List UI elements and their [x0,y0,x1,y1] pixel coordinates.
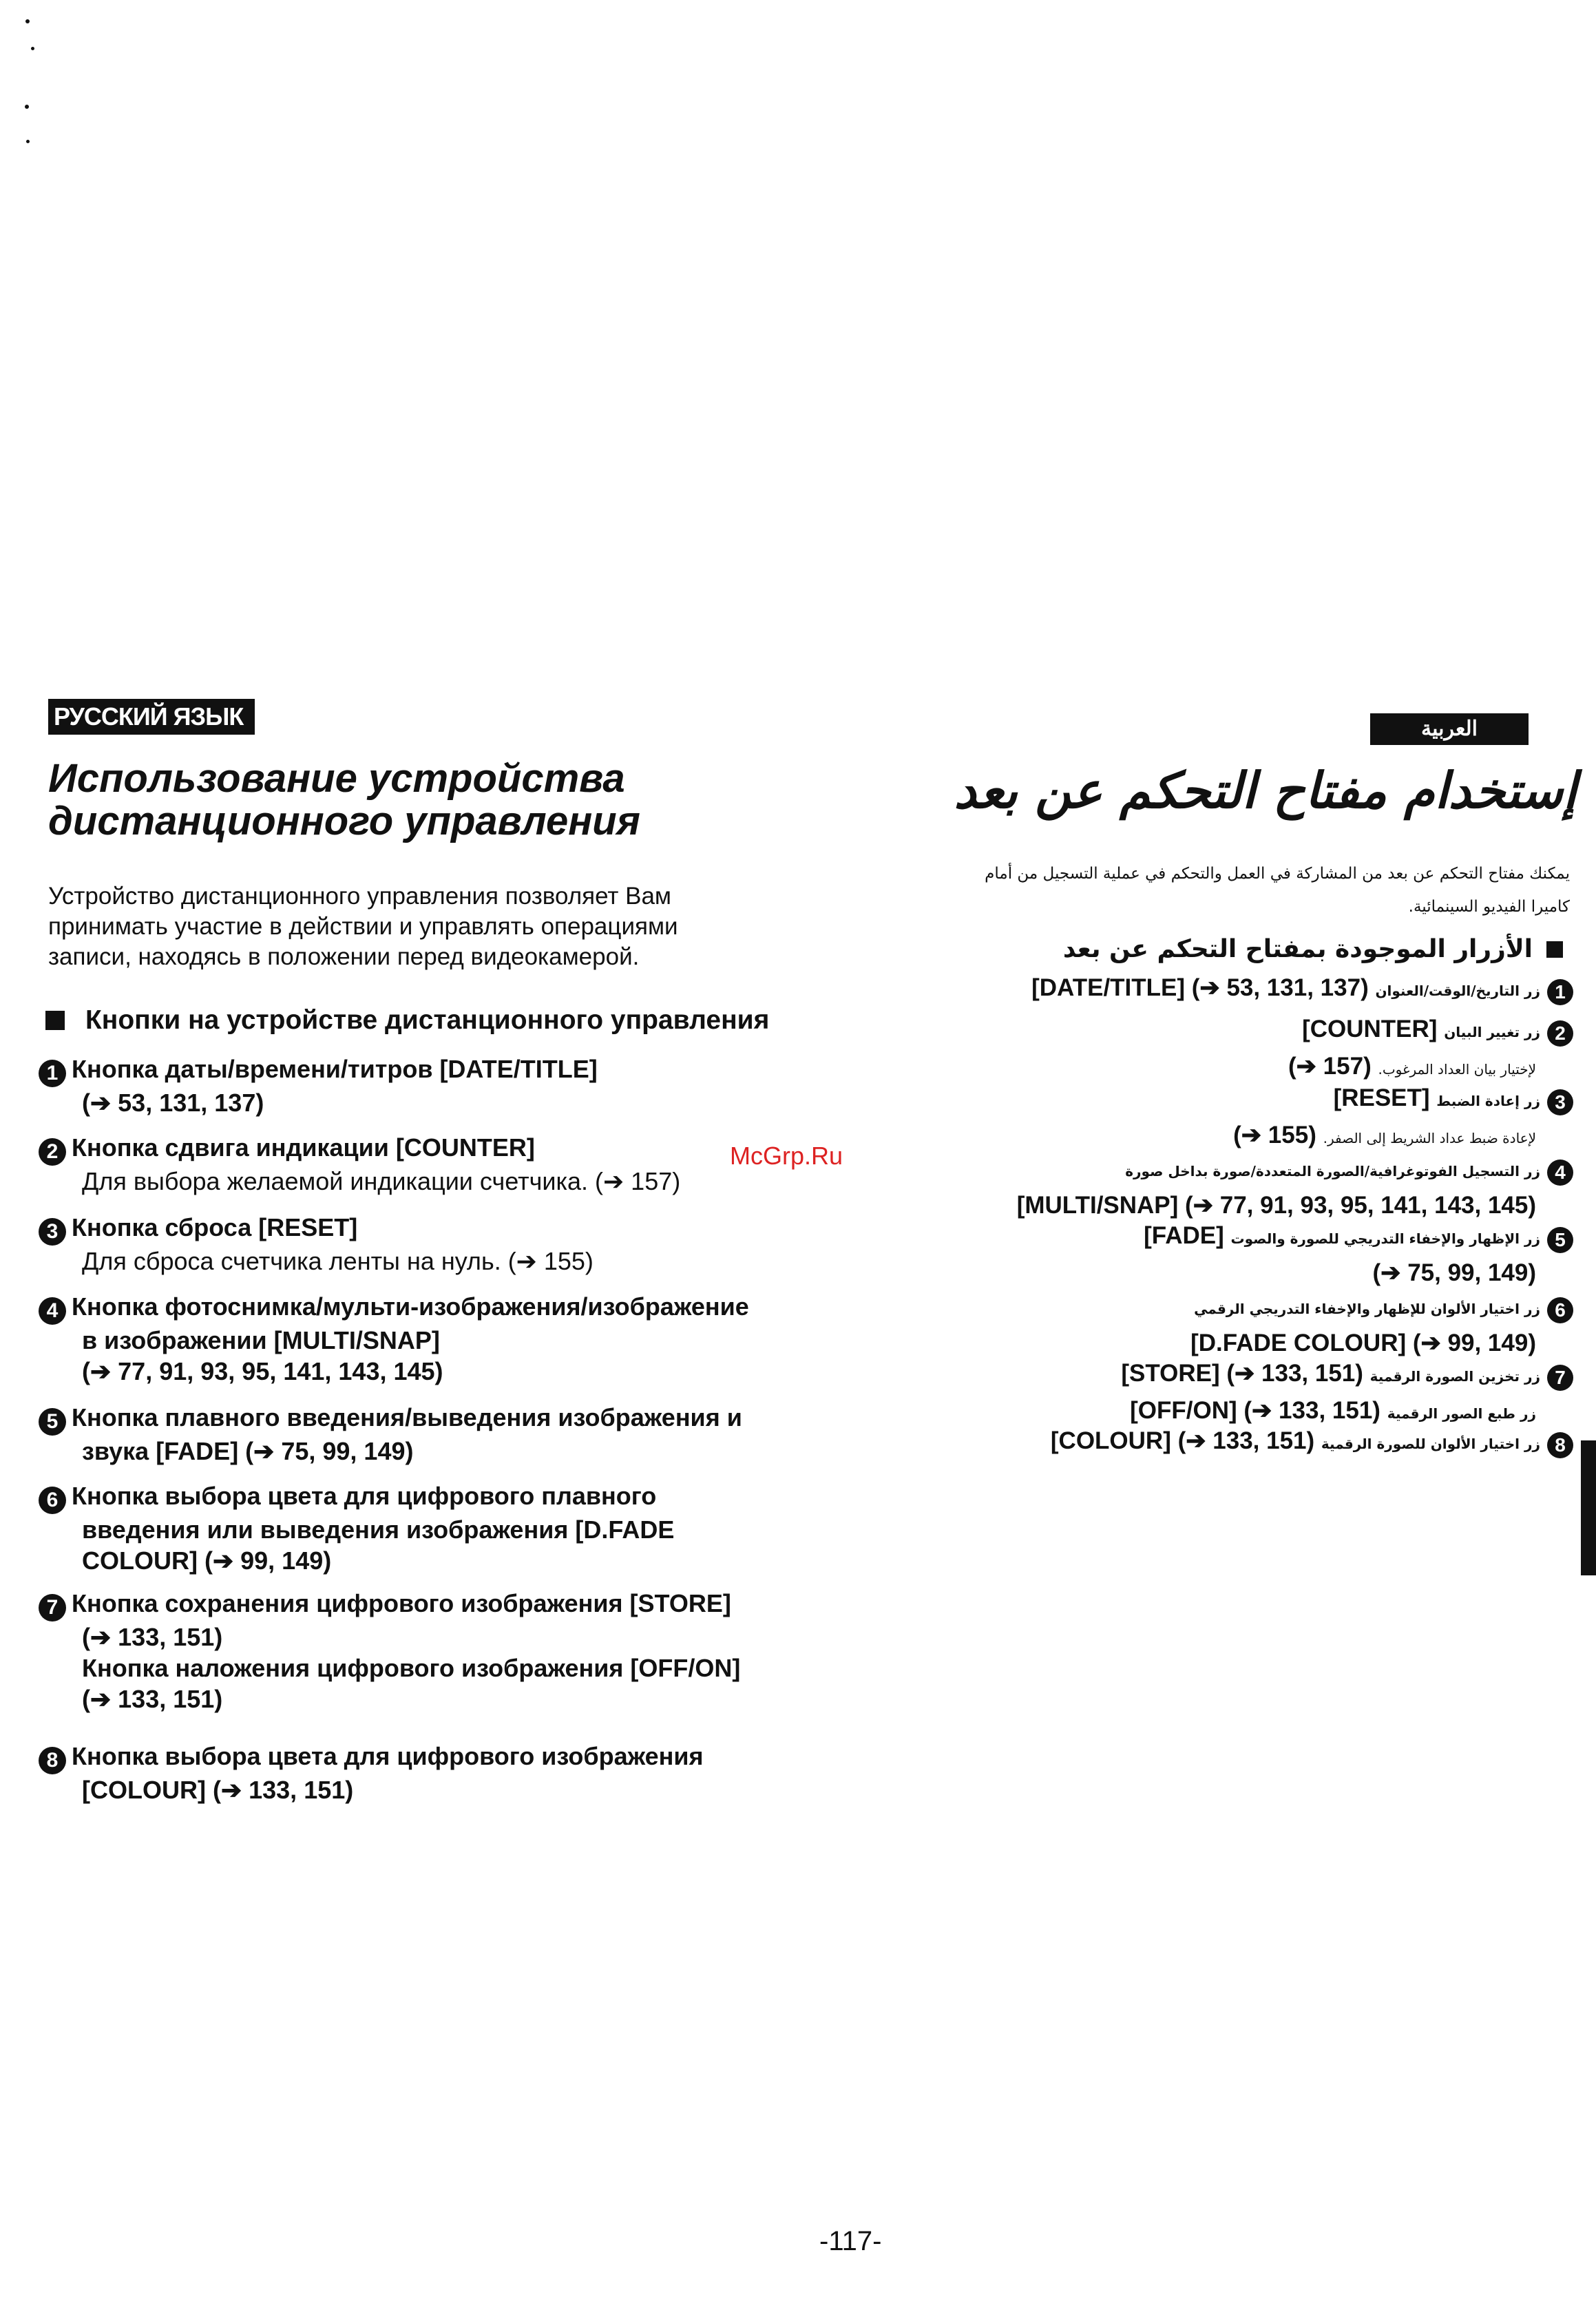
section-heading-text: Кнопки на устройстве дистанционного управления [85,1005,770,1035]
number-badge-icon: 7 [1547,1365,1573,1391]
list-item [39,1741,837,1805]
item-ref: (➔ 157) [1288,1053,1372,1080]
list-item [39,1212,837,1277]
number-badge-icon: 6 [39,1487,66,1514]
item-ref: (➔ 77, 91, 93, 95, 141, 143, 145) [82,1357,443,1385]
intro-line: Устройство дистанционного управления позволяет Вам [48,883,671,910]
item-title-cont: COLOUR] (➔ 99, 149) [82,1546,332,1575]
item-label: زر اختيار الألوان للصورة الرقمية [1321,1436,1540,1452]
intro-line: принимать участие в действии и управлять операциями [48,913,678,940]
intro-line: записи, находясь в положении перед видеокамерой. [48,943,640,970]
item-label: زر التاريخ/الوقت/العنوان [1375,983,1540,999]
number-badge-icon: 8 [39,1747,66,1774]
item-description: Для сброса счетчика ленты на нуль. (➔ 155) [82,1247,594,1275]
item-ref: (➔ 133, 151) [82,1685,223,1713]
list-item [39,1402,837,1467]
intro-line: كاميرا الفيديو السينمائية. [1408,898,1570,916]
section-heading-ar [964,935,1563,963]
number-badge-icon: 3 [1547,1089,1573,1115]
intro-line: يمكنك مفتاح التحكم عن بعد من المشاركة في العمل والتحكم في عملية التسجيل من أمام [985,865,1570,883]
number-badge-icon: 5 [39,1408,66,1436]
language-tag-ar: العربية [1370,713,1529,745]
list-item [912,1356,1573,1431]
list-item [39,1053,837,1118]
language-tag-ru: РУССКИЙ ЯЗЫК [48,699,255,735]
number-badge-icon: 4 [39,1297,66,1325]
item-title-cont: в изображении [MULTI/SNAP] [82,1326,440,1354]
title-line: Использование устройства [48,756,625,801]
item-title-cont: звука [FADE] (➔ 75, 99, 149) [82,1437,414,1465]
number-badge-icon: 4 [1547,1160,1573,1186]
list-item [39,1132,837,1197]
item-code: [COUNTER] [1302,1016,1438,1042]
page-title-ru [48,757,806,843]
number-badge-icon: 7 [39,1594,66,1622]
item-title: Кнопка фотоснимка/мульти-изображения/изображение [72,1292,749,1321]
item-title: Кнопка выбора цвета для цифрового плавного [72,1482,657,1510]
item-code: [FADE] [1144,1222,1224,1249]
item-title: Кнопка сохранения цифрового изображения [STORE] [72,1589,731,1617]
number-badge-icon: 1 [39,1060,66,1087]
item-code: [OFF/ON] (➔ 133, 151) [1130,1397,1380,1424]
item-code: [MULTI/SNAP] (➔ 77, 91, 93, 95, 141, 143, 145) [1016,1192,1536,1219]
square-bullet-icon [1546,941,1563,958]
item-code: [RESET] [1333,1084,1430,1111]
title-line: дистанционного управления [48,799,640,843]
item-code: [STORE] (➔ 133, 151) [1121,1360,1363,1387]
item-description: Для выбора желаемой индикации счетчика. (➔ 157) [82,1167,681,1195]
number-badge-icon: 6 [1547,1297,1573,1323]
section-heading-ru [45,1005,769,1036]
margin-speck [26,140,30,143]
margin-speck [25,19,30,23]
section-heading-text: الأزرار الموجودة بمفتاح التحكم عن بعد [1062,935,1533,963]
item-title: Кнопка плавного введения/выведения изображения и [72,1403,742,1431]
item-title: Кнопка наложения цифрового изображения [OFF/ON] [82,1654,741,1682]
item-ref: (➔ 75, 99, 149) [1372,1259,1536,1286]
item-label: زر اختيار الألوان للإظهار والإخفاء التدريجي الرقمي [1194,1301,1540,1317]
list-item [912,1424,1573,1461]
number-badge-icon: 5 [1547,1227,1573,1253]
item-title: Кнопка выбора цвета для цифрового изображения [72,1742,704,1770]
item-ref: (➔ 133, 151) [82,1623,223,1651]
item-title: Кнопка сброса [RESET] [72,1213,358,1241]
list-item [912,1151,1573,1223]
item-label: زر طبع الصور الرقمية [1387,1405,1536,1422]
list-item [912,1289,1573,1361]
margin-speck [31,47,34,50]
square-bullet-icon [45,1011,65,1030]
margin-speck [25,105,29,109]
item-title: Кнопка даты/времени/титров [DATE/TITLE] [72,1055,598,1083]
number-badge-icon: 3 [39,1218,66,1246]
item-label: زر الإظهار والإخفاء التدريجي للصورة والصوت [1230,1230,1540,1247]
number-badge-icon: 2 [39,1138,66,1166]
list-item [912,1081,1573,1155]
page-number: -117- [819,2226,882,2256]
item-code: [COLOUR] (➔ 133, 151) [1050,1427,1315,1454]
item-label: زر تغيير البيان [1444,1024,1540,1040]
list-item [39,1291,837,1387]
item-label: زر إعادة الضبط [1436,1093,1540,1109]
item-ref: (➔ 53, 131, 137) [82,1089,264,1117]
intro-paragraph-ru [48,881,840,972]
item-title-cont: введения или выведения изображения [D.FADE [82,1515,675,1544]
item-label: زر تخزين الصورة الرقمية [1369,1368,1540,1385]
list-item [39,1588,837,1714]
list-item [39,1480,837,1576]
page-edge-tab [1581,1440,1596,1575]
item-title: Кнопка сдвига индикации [COUNTER] [72,1133,535,1162]
item-description: لإعادة ضبط عداد الشريط إلى الصفر. [1323,1130,1536,1146]
watermark: McGrp.Ru [730,1142,843,1170]
item-code: [DATE/TITLE] (➔ 53, 131, 137) [1031,974,1369,1001]
list-item [912,1012,1573,1087]
page-title-ar: إستخدام مفتاح التحكم عن بعد [954,761,1577,819]
list-item [912,971,1573,1008]
item-title-cont: [COLOUR] (➔ 133, 151) [82,1776,354,1804]
item-description: لإختيار بيان العداد المرغوب. [1378,1061,1536,1078]
number-badge-icon: 2 [1547,1020,1573,1047]
intro-paragraph-ar [916,857,1570,923]
item-label: زر التسجيل الفوتوغرافية/الصورة المتعددة/صورة بداخل صورة [1125,1163,1540,1179]
item-ref: (➔ 155) [1233,1122,1316,1148]
number-badge-icon: 1 [1547,979,1573,1005]
number-badge-icon: 8 [1547,1432,1573,1458]
list-item [912,1219,1573,1290]
item-code: [D.FADE COLOUR] (➔ 99, 149) [1190,1330,1536,1356]
